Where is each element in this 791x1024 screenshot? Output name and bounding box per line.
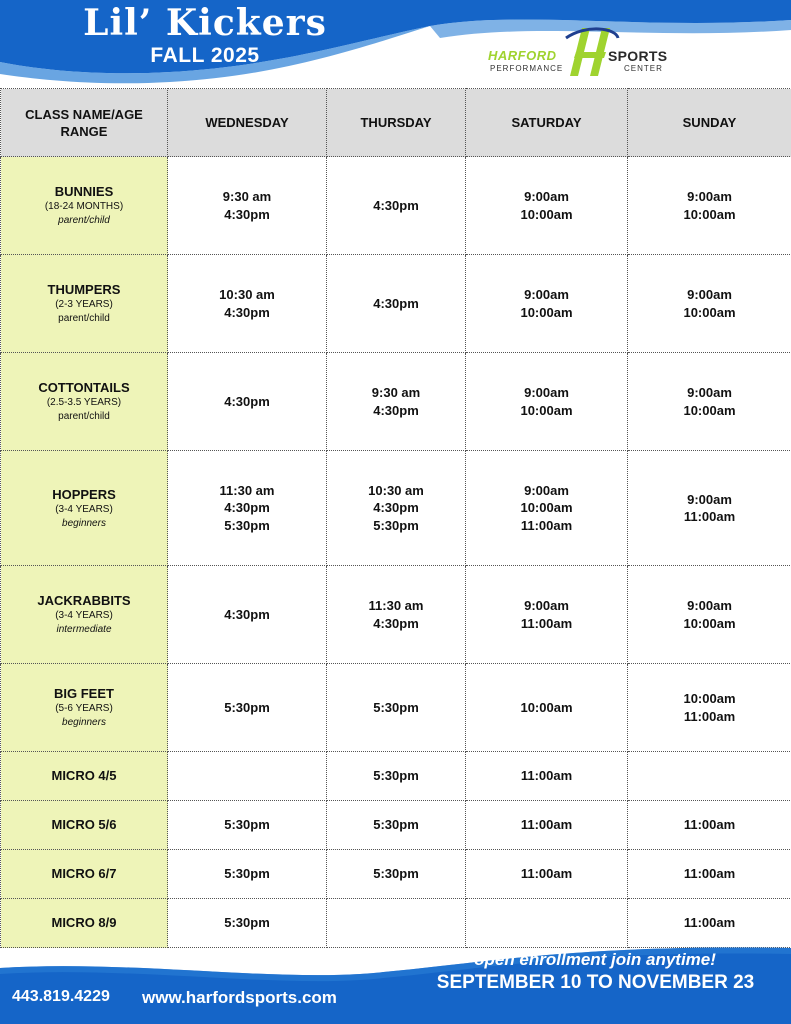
- time-cell-sat: [466, 566, 628, 664]
- time-cell-sat: [466, 801, 628, 850]
- time-cell-sun: [628, 752, 791, 801]
- enrollment-banner-text: open enrollment join anytime!: [474, 950, 716, 969]
- header-wednesday: WEDNESDAY: [168, 89, 327, 157]
- website-link[interactable]: www.harfordsports.com: [142, 988, 337, 1007]
- time-cell-thu: [327, 353, 466, 451]
- class-time: 4:30pm: [224, 304, 270, 320]
- time-cell-sun: [628, 353, 791, 451]
- header-thursday: THURSDAY: [327, 89, 466, 157]
- time-cell-wed: [168, 157, 327, 255]
- class-time: 10:00am: [683, 691, 736, 706]
- time-cell-thu: [327, 566, 466, 664]
- time-cell-sat: [466, 752, 628, 801]
- class-name-cell: [1, 664, 168, 752]
- class-age-range: (5-6 YEARS): [55, 703, 113, 714]
- class-name: MICRO 8/9: [51, 915, 117, 930]
- table-header-row: [1, 89, 791, 157]
- class-time: 9:00am: [524, 287, 569, 302]
- class-time: 11:00am: [683, 915, 736, 931]
- class-name-cell: [1, 353, 168, 451]
- time-cell-wed: [168, 451, 327, 566]
- class-time: 11:00am: [683, 866, 736, 882]
- time-cell-sat: [466, 850, 628, 899]
- class-level-note: intermediate: [56, 624, 112, 635]
- logo-text-harford: HARFORD: [488, 48, 557, 63]
- class-level-note: beginners: [62, 717, 106, 728]
- time-cell-sat: [466, 157, 628, 255]
- logo-text-performance: PERFORMANCE: [490, 64, 564, 73]
- class-time: 4:30pm: [224, 206, 270, 222]
- class-time: 9:00am: [524, 189, 569, 204]
- time-cell-wed: [168, 353, 327, 451]
- header-saturday: SATURDAY: [466, 89, 628, 157]
- time-cell-sat: [466, 255, 628, 353]
- class-time: 4:30pm: [373, 197, 419, 213]
- season-subtitle: FALL 2025: [150, 44, 260, 67]
- time-cell-thu: [327, 255, 466, 353]
- class-name: HOPPERS: [52, 486, 116, 502]
- class-time: 10:00am: [520, 699, 573, 715]
- time-cell-sun: [628, 451, 791, 566]
- class-name-cell: [1, 566, 168, 664]
- class-name-cell: [1, 451, 168, 566]
- class-age-range: (3-4 YEARS): [55, 503, 113, 515]
- class-time: 10:00am: [683, 206, 736, 222]
- class-age-range: (18-24 MONTHS): [44, 201, 124, 212]
- class-time: 5:30pm: [373, 768, 419, 784]
- class-time: 5:30pm: [224, 915, 270, 931]
- class-time: 5:30pm: [373, 866, 419, 882]
- class-time: 11:00am: [520, 866, 573, 882]
- class-name-cell: [1, 752, 168, 801]
- table-row: [1, 752, 791, 801]
- class-time: 5:30pm: [373, 699, 419, 715]
- time-cell-wed: [168, 664, 327, 752]
- time-cell-sat: [466, 664, 628, 752]
- time-cell-sun: [628, 255, 791, 353]
- class-time: 10:00am: [520, 304, 573, 320]
- class-time: 11:00am: [683, 509, 736, 524]
- class-name: BUNNIES: [54, 184, 114, 199]
- class-time: 10:30 am: [219, 287, 275, 302]
- class-time: 10:00am: [520, 206, 573, 222]
- table-row: [1, 451, 791, 566]
- class-time: 4:30pm: [224, 606, 270, 622]
- class-schedule-table: [0, 88, 791, 948]
- time-cell-sun: [628, 850, 791, 899]
- class-time: 5:30pm: [373, 517, 419, 533]
- time-cell-wed: [168, 752, 327, 801]
- class-time: 9:30 am: [371, 385, 421, 400]
- class-time: 11:30 am: [219, 482, 275, 498]
- class-time: 9:30 am: [222, 189, 272, 204]
- table-row: [1, 566, 791, 664]
- class-time: 10:00am: [520, 402, 573, 418]
- time-cell-thu: [327, 157, 466, 255]
- logo-text-center: CENTER: [624, 64, 663, 73]
- class-time: 4:30pm: [224, 393, 270, 409]
- page-title: Lil’ Kickers: [83, 2, 327, 44]
- class-age-range: (2-3 YEARS): [55, 299, 113, 310]
- class-age-range: (3-4 YEARS): [55, 610, 113, 621]
- table-row: [1, 664, 791, 752]
- class-name-cell: [1, 255, 168, 353]
- time-cell-wed: [168, 850, 327, 899]
- class-time: 5:30pm: [224, 517, 270, 533]
- time-cell-thu: [327, 850, 466, 899]
- class-name-cell: [1, 157, 168, 255]
- time-cell-thu: [327, 752, 466, 801]
- class-level-note: parent/child: [58, 313, 110, 324]
- class-time: 11:00am: [520, 768, 573, 784]
- class-level-note: parent/child: [58, 215, 110, 226]
- time-cell-wed: [168, 566, 327, 664]
- time-cell-sun: [628, 157, 791, 255]
- table-row: [1, 255, 791, 353]
- class-name-cell: [1, 801, 168, 850]
- table-row: [1, 157, 791, 255]
- time-cell-sun: [628, 664, 791, 752]
- class-name: JACKRABBITS: [37, 593, 131, 608]
- class-time: 10:00am: [520, 500, 573, 516]
- time-cell-sun: [628, 801, 791, 850]
- time-cell-sun: [628, 566, 791, 664]
- footer-banner: [0, 940, 791, 1024]
- class-time: 9:00am: [687, 598, 732, 613]
- class-time: 10:30 am: [368, 482, 424, 498]
- class-name: BIG FEET: [54, 686, 114, 701]
- class-time: 5:30pm: [373, 817, 419, 833]
- class-time: 10:00am: [683, 402, 736, 418]
- time-cell-thu: [327, 664, 466, 752]
- class-time: 9:00am: [524, 385, 569, 400]
- class-time: 9:00am: [524, 598, 569, 613]
- class-time: 4:30pm: [224, 500, 270, 516]
- class-time: 11:30 am: [368, 598, 424, 613]
- table-row: [1, 353, 791, 451]
- class-time: 11:00am: [520, 817, 573, 833]
- phone-number[interactable]: 443.819.4229: [12, 988, 110, 1005]
- time-cell-wed: [168, 801, 327, 850]
- class-time: 9:00am: [687, 287, 732, 302]
- logo-text-sports: SPORTS: [608, 48, 668, 64]
- table-row: [1, 801, 791, 850]
- class-level-note: parent/child: [58, 411, 110, 422]
- class-name: MICRO 5/6: [51, 817, 117, 832]
- class-time: 11:00am: [683, 817, 736, 833]
- class-name: THUMPERS: [47, 282, 121, 297]
- class-name: MICRO 6/7: [51, 866, 117, 881]
- session-dates: SEPTEMBER 10 TO NOVEMBER 23: [436, 972, 755, 993]
- class-name-cell: [1, 850, 168, 899]
- class-age-range: (2.5-3.5 YEARS): [46, 397, 122, 408]
- class-time: 11:00am: [520, 615, 573, 631]
- class-name: MICRO 4/5: [51, 768, 117, 783]
- time-cell-wed: [168, 255, 327, 353]
- class-name: COTTONTAILS: [38, 380, 130, 395]
- class-time: 10:00am: [683, 615, 736, 631]
- class-time: 5:30pm: [224, 817, 270, 833]
- class-time: 11:00am: [683, 708, 736, 724]
- class-time: 4:30pm: [373, 295, 419, 311]
- class-time: 9:00am: [687, 491, 732, 507]
- class-time: 10:00am: [683, 304, 736, 320]
- class-time: 5:30pm: [224, 699, 270, 715]
- class-time: 4:30pm: [373, 500, 419, 516]
- class-time: 5:30pm: [224, 866, 270, 882]
- class-time: 9:00am: [687, 189, 732, 204]
- table-row: [1, 850, 791, 899]
- class-time: 4:30pm: [373, 402, 419, 418]
- harford-sports-logo: [486, 24, 686, 80]
- header-class-name: CLASS NAME/AGE RANGE: [1, 89, 168, 157]
- class-time: 11:00am: [520, 517, 573, 533]
- class-level-note: beginners: [62, 517, 106, 529]
- class-time: 4:30pm: [373, 615, 419, 631]
- time-cell-thu: [327, 451, 466, 566]
- class-time: 9:00am: [524, 482, 569, 498]
- header-sunday: SUNDAY: [628, 89, 791, 157]
- time-cell-thu: [327, 801, 466, 850]
- time-cell-sat: [466, 451, 628, 566]
- header-banner: [0, 0, 791, 88]
- time-cell-sat: [466, 353, 628, 451]
- class-time: 9:00am: [687, 385, 732, 400]
